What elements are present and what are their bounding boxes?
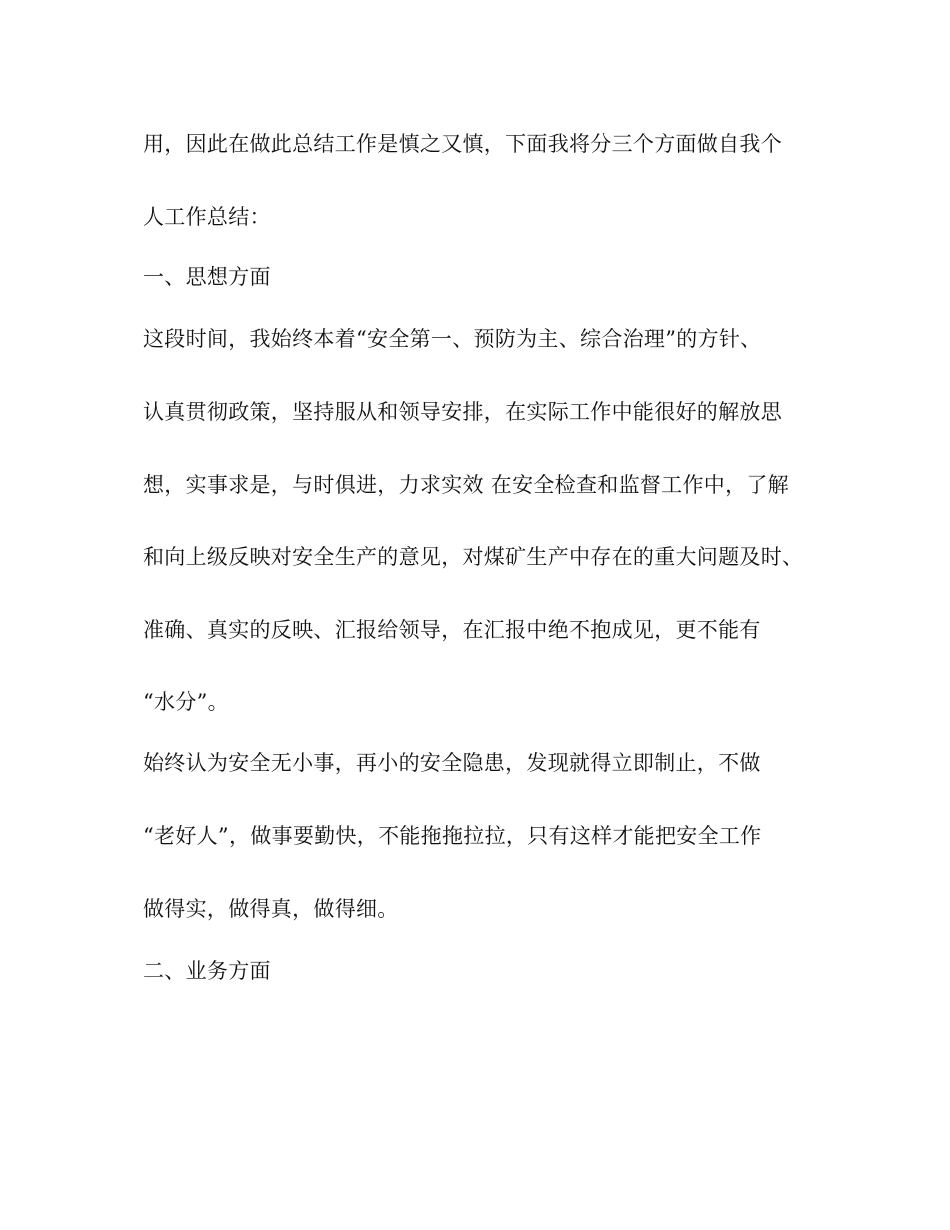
text-line: 这段时间，我始终本着“安全第一、预防为主、综合治理”的方针、 xyxy=(143,327,762,351)
text-line: 做得实，做得真，做得细。 xyxy=(143,897,399,921)
text-line: 准确、真实的反映、汇报给领导，在汇报中绝不抱成见，更不能有 xyxy=(143,618,761,642)
section-heading: 二、业务方面 xyxy=(143,959,271,983)
text-line: 始终认为安全无小事，再小的安全隐患，发现就得立即制止，不做 xyxy=(143,751,761,775)
section-heading: 一、思想方面 xyxy=(143,265,271,289)
text-line: 想，实事求是，与时俱进，力求实效 在安全检查和监督工作中，了解 xyxy=(143,473,789,497)
text-line: “水分”。 xyxy=(143,690,229,714)
text-line: 用，因此在做此总结工作是慎之又慎，下面我将分三个方面做自我个 xyxy=(143,132,782,156)
text-line: 认真贯彻政策，坚持服从和领导安排，在实际工作中能很好的解放思 xyxy=(143,400,782,424)
text-line: 人工作总结： xyxy=(143,205,271,229)
text-line: “老好人”，做事要勤快，不能拖拖拉拉，只有这样才能把安全工作 xyxy=(143,824,762,848)
text-line: 和向上级反映对安全生产的意见，对煤矿生产中存在的重大问题及时、 xyxy=(143,545,804,569)
